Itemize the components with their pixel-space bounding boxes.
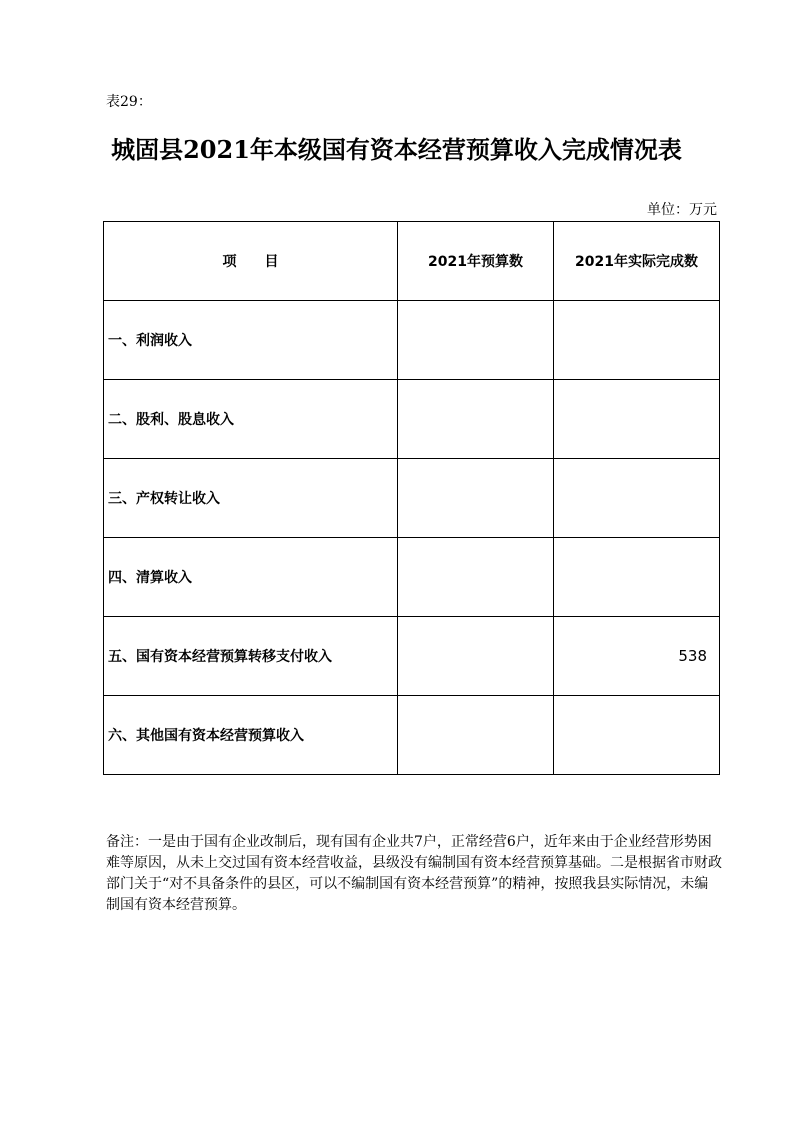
header-actual: 2021年实际完成数 xyxy=(554,222,720,301)
document-title: 城固县2021年本级国有资本经营预算收入完成情况表 xyxy=(111,135,682,164)
row-item: 一、利润收入 xyxy=(104,301,398,380)
unit-label: 单位：万元 xyxy=(647,202,717,218)
row-actual xyxy=(554,696,720,775)
row-budget xyxy=(398,380,554,459)
table-row xyxy=(104,380,720,459)
row-item: 三、产权转让收入 xyxy=(104,459,398,538)
row-actual xyxy=(554,459,720,538)
row-item: 四、清算收入 xyxy=(104,538,398,617)
row-actual xyxy=(554,538,720,617)
row-budget xyxy=(398,301,554,380)
row-budget xyxy=(398,696,554,775)
header-budget: 2021年预算数 xyxy=(398,222,554,301)
table-header-row xyxy=(104,222,720,301)
table-row xyxy=(104,301,720,380)
row-actual xyxy=(554,301,720,380)
revenue-table xyxy=(103,221,720,775)
row-actual: 538 xyxy=(554,617,720,696)
row-budget xyxy=(398,538,554,617)
header-item: 项 目 xyxy=(104,222,398,301)
row-item: 五、国有资本经营预算转移支付收入 xyxy=(104,617,398,696)
table-row xyxy=(104,459,720,538)
remarks-note: 备注：一是由于国有企业改制后，现有国有企业共7户，正常经营6户，近年来由于企业经营形势困难等原因，从未上交过国有资本经营收益，县级没有编制国有资本经营预算基础。二是根据省市财政部门关于“对不具备条件的县区，可以不编制国有资本经营预算”的精神，按照我县实际情况，未编制国有资本经营预算。 xyxy=(106,834,722,913)
table-row xyxy=(104,696,720,775)
row-budget xyxy=(398,459,554,538)
table-row xyxy=(104,538,720,617)
row-actual xyxy=(554,380,720,459)
row-item: 六、其他国有资本经营预算收入 xyxy=(104,696,398,775)
row-budget xyxy=(398,617,554,696)
table-number-label: 表29： xyxy=(106,94,152,110)
row-item: 二、股利、股息收入 xyxy=(104,380,398,459)
table-row xyxy=(104,617,720,696)
